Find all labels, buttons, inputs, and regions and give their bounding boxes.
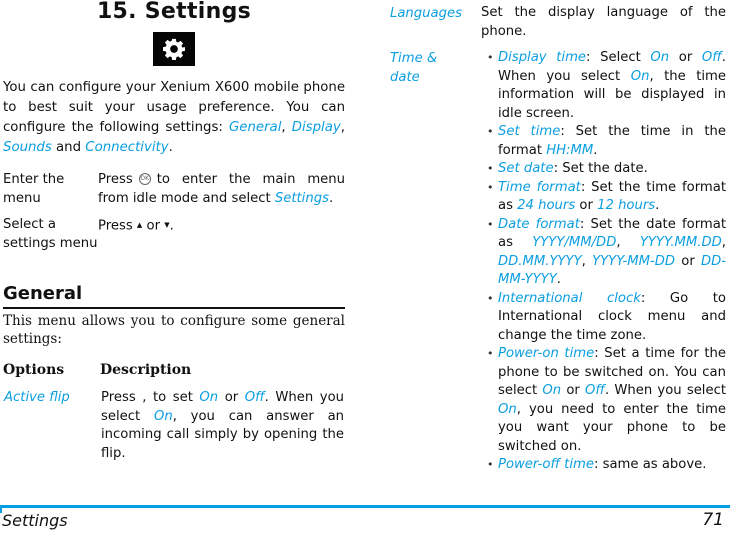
setting-name[interactable]: Set date: [498, 161, 554, 176]
step-row: [3, 216, 345, 261]
gear-icon: [153, 32, 195, 66]
list-item: • Display time: Select On or Off. When you select On, the time information will be displayed in idle screen.: [481, 49, 726, 123]
step-text: Press OK to enter the main menu from idle mode and select Settings.: [98, 172, 345, 206]
list-item: • Power-off time: same as above.: [481, 456, 726, 475]
option-row: [390, 4, 726, 41]
steps-table: [3, 171, 345, 261]
link-connectivity[interactable]: Connectivity: [85, 140, 169, 155]
link-display[interactable]: Display: [291, 120, 341, 135]
option-row: [3, 388, 345, 464]
setting-name[interactable]: Set time: [498, 124, 561, 139]
option-description: Set the display language of the phone.: [481, 5, 726, 39]
setting-name[interactable]: Power-on time: [498, 346, 595, 361]
up-arrow-icon: ▲: [136, 221, 143, 230]
list-item: • Set date: Set the date.: [481, 160, 726, 179]
setting-name[interactable]: Power-off time: [498, 457, 594, 472]
ok-key-icon: OK: [139, 173, 151, 185]
right-column: [390, 0, 726, 483]
down-arrow-icon: ▼: [164, 221, 170, 230]
list-item: • Power-on time: Set a time for the phone to be switched on. You can select On or Off. When you select On, you need to enter the time you want your phone to be switched on.: [481, 345, 726, 456]
page-number: 71: [702, 510, 724, 530]
list-item: • Date format: Set the date format as YYYY/MM/DD, YYYY.MM.DD, DD.MM.YYYY, YYYY-MM-DD or DD-MM-YYYY.: [481, 216, 726, 290]
list-item: • International clock: Go to International clock menu and change the time zone.: [481, 290, 726, 346]
setting-name[interactable]: Date format: [498, 216, 580, 232]
step-text: Press ▲ or ▼.: [98, 218, 174, 234]
setting-name[interactable]: Time format: [498, 179, 581, 195]
link-general[interactable]: General: [229, 120, 282, 135]
link-settings[interactable]: Settings: [274, 190, 329, 206]
option-time-date[interactable]: Time & date: [390, 51, 438, 85]
options-table: [3, 356, 345, 464]
section-description: This menu allows you to configure some general settings:: [3, 313, 345, 348]
footer-section: Settings: [2, 511, 68, 530]
header-description: Description: [100, 362, 192, 379]
list-item: • Set time: Set the time in the format HH:MM.: [481, 123, 726, 160]
setting-name[interactable]: Display time: [498, 50, 587, 65]
intro-paragraph: You can configure your Xenium X600 mobile phone to best suit your usage preference. You can configure the following settings: General, Display, Sounds and Connectivity.: [3, 80, 345, 155]
step-label: Select a settings menu: [3, 217, 98, 251]
setting-name[interactable]: International clock: [498, 290, 641, 306]
chapter-title: 15. Settings: [96, 0, 252, 24]
option-description: [481, 49, 726, 475]
header-options: Options: [3, 362, 65, 379]
option-languages[interactable]: Languages: [390, 6, 462, 21]
left-column: [3, 0, 345, 464]
option-row: [390, 49, 726, 475]
time-date-list: [481, 49, 726, 475]
option-description: Press , to set On or Off. When you select On, you can answer an incoming call simply by opening the flip.: [101, 390, 345, 461]
section-title-general: General: [3, 283, 345, 309]
link-sounds[interactable]: Sounds: [3, 140, 52, 155]
list-item: • Time format: Set the time format as 24 hours or 12 hours.: [481, 179, 726, 216]
step-label: Enter the menu: [3, 172, 65, 206]
option-active-flip[interactable]: Active flip: [4, 390, 70, 406]
footer-divider: [0, 505, 730, 508]
step-row: [3, 171, 345, 216]
